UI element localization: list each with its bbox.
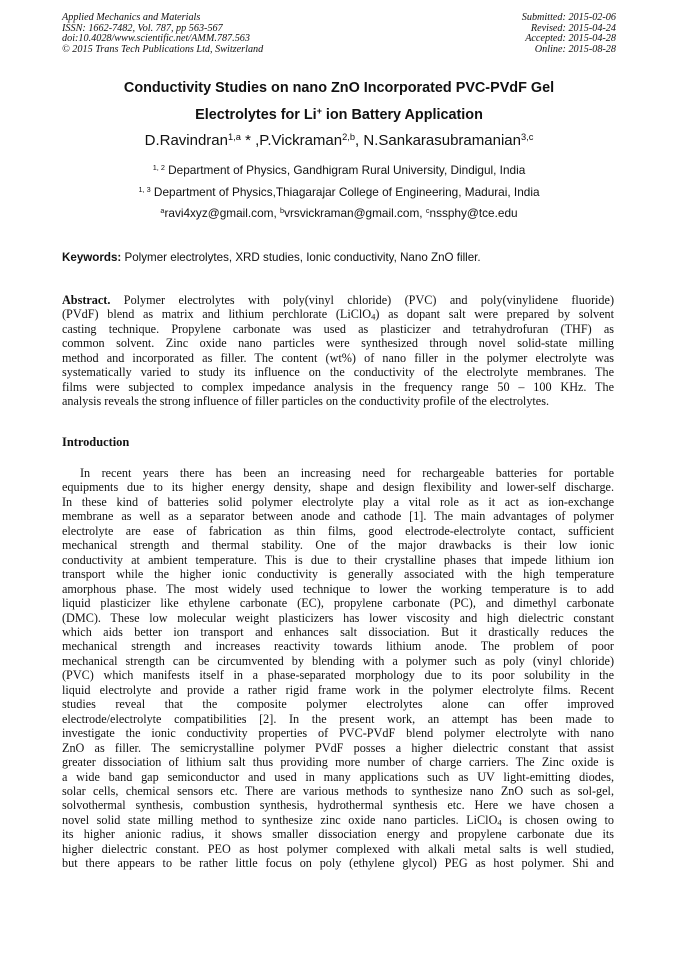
intro-line: transport while the higher ionic conductivity is generally associated with the high temperature [62,567,614,582]
intro-subscript: 4 [497,817,502,828]
abstract-line: method and incorporated as filler. The content (wt%) of nano filler in the polymer electrolyte was [62,350,614,365]
author-2: ,P.Vickraman [255,132,343,149]
abstract-text: (PVdF) blend as matrix and lithium perchlorate (LiClO [62,307,372,322]
abstract-line: systematically varied to study its influence on the conductivity of the electrolyte membranes. The [62,365,614,380]
intro-text: novel solid state milling method to synthesize zinc oxide nano particles. LiClO [62,812,498,827]
intro-line: amorphous phase. The most widely used technique to lower the working temperature is to add [62,581,614,596]
email-a-marker: a [160,205,165,215]
intro-line: equipments due to its higher energy density, shape and design flexibility and lower-self discharge. [62,480,614,495]
intro-line: a wide band gap semiconductor and used in many applications such as UV light-emitting diodes, [62,769,614,784]
intro-line: investigate the ionic conductivity properties of PVC-PVdF blend polymer electrolyte with nano [62,726,614,741]
keywords-label: Keywords: [62,251,122,264]
revised-date: Revised: 2015-04-24 [530,22,616,34]
affiliation-2-text: Department of Physics,Thiagarajar College of Engineering, Madurai, India [150,185,540,199]
email-c[interactable]: nssphy@tce.edu [429,206,518,220]
intro-line: electrode/electrolyte compatibilities [2]. In the present work, an attempt has been made to [62,711,614,726]
intro-line: electrolyte are ease of fabrication as thin films, good electrode-electrolyte contact, sufficient [62,523,614,538]
section-heading-introduction: Introduction [62,435,130,449]
author-1: D.Ravindran [144,132,228,149]
intro-line: but there appears to be rather little focus on poly (ethylene glycol) PEG as host polymer. Shi and [62,856,614,871]
intro-line: solar cells, chemical sensors etc. There are various methods to synthesize nano ZnO such as sol-gel, [62,783,614,798]
intro-line: studies reveal that the composite polymer electrolytes alone can offer improved [62,697,614,712]
journal-name: Applied Mechanics and Materials [62,12,201,23]
intro-text: is chosen owing to [501,812,614,827]
intro-line: liquid electrolyte and provide a rather rigid frame work in the polymer electrolyte films. Recent [62,682,614,697]
intro-line: higher dielectric constant. PEO as host polymer complexed with alkali metal salts is well studied, [62,841,614,856]
abstract-text: Polymer electrolytes with poly(vinyl chloride) (PVC) and poly(vinylidene fluoride) [110,293,614,307]
abstract-subscript: 4 [371,312,376,323]
affiliation-2-marker: 1, 3 [138,184,151,194]
intro-line: ZnO as filler. The semicrystalline polymer PVdF posses a higher dielectric constant that assist [62,740,614,755]
affiliation-1-marker: 1, 2 [152,162,165,172]
accepted-date: Accepted: 2015-04-28 [525,33,616,45]
intro-line: In recent years there has been an increasing need for rechargeable batteries for portable [80,466,614,480]
author-2-affiliation: 2,b [342,131,356,142]
online-date: Online: 2015-08-28 [534,43,616,55]
keywords-text: Polymer electrolytes, XRD studies, Ionic conductivity, Nano ZnO filler. [121,251,481,264]
paper-title-line-1: Conductivity Studies on nano ZnO Incorporated PVC-PVdF Gel [123,80,555,96]
keywords [62,251,481,264]
issn-line: ISSN: 1662-7482, Vol. 787, pp 563-567 [62,22,223,34]
author-3-affiliation: 3,c [520,131,534,142]
intro-line: which aids better ion transport and enhances salt dissociation. But it drastically reduces the [62,624,614,639]
email-a[interactable]: ravi4xyz@gmail.com, [164,206,281,220]
introduction-body [62,466,614,871]
affiliation-2 [40,185,638,199]
corresponding-mark: * [240,132,256,149]
author-list [40,132,638,149]
title-superscript: + [316,106,322,117]
email-b[interactable]: vrsvickraman@gmail.com, [284,206,426,220]
copyright-line: © 2015 Trans Tech Publications Ltd, Switzerland [62,43,264,55]
intro-line: mechanical strength and increases reactivity towards lithium anode. The problem of poor [62,639,614,654]
intro-line: conductivity at ambient temperature. This is due to their crystalline phases that impede lithium ion [62,552,614,567]
author-emails [40,206,638,220]
abstract-line: films were subjected to complex impedance analysis in the frequency range 50 – 100 KHz. The [62,379,614,394]
submitted-date: Submitted: 2015-02-06 [521,12,616,23]
intro-line: mechanical strength can be circumvented by blending with a polymer such as poly (vinyl chloride) [62,653,614,668]
intro-line: (DMC). These low molecular weight plasticizers has lower viscosity and high dielectric constant [62,610,614,625]
abstract-line: analysis reveals the strong influence of filler particles on the conductivity profile of the electrolytes. [62,394,549,409]
journal-info-header [62,13,263,55]
email-b-marker: b [280,205,285,215]
intro-line: (PVC) which manifests itself in a phase-separated morphology due to its poor solubility in the [62,668,614,683]
abstract-line: casting technique. Propylene carbonate was used as plasticizer and tetrahydrofuran (THF) as [62,321,614,336]
intro-line: In these kind of batteries solid polymer electrolyte play a vital role as it act as ion-exchange [62,494,614,509]
title-text: Electrolytes for Li [195,107,317,123]
doi-line: doi:10.4028/www.scientific.net/AMM.787.563 [62,33,250,45]
abstract-line: common solvent. Zinc oxide nano particles were synthesized through novel solid-state milling [62,336,614,351]
paper-title-line-2 [40,107,638,123]
abstract-text: ) as dopant salt were prepared by solvent [375,307,614,322]
dates-header [522,13,616,55]
abstract-line [62,293,614,307]
abstract-line [62,307,614,321]
author-1-affiliation: 1,a [227,131,241,142]
affiliation-1-text: Department of Physics, Gandhigram Rural University, Dindigul, India [164,163,526,177]
intro-line: solvothermal synthesis, combustion synthesis, hydrothermal synthesis etc. Here we have chosen a [62,798,614,813]
affiliation-1 [40,163,638,177]
abstract-label: Abstract. [62,293,111,307]
intro-line: greater dissociation of lithium salt thus providing more number of charge carriers. The Zinc oxide is [62,755,614,770]
abstract [62,293,614,409]
title-text-end: ion Battery Application [321,107,483,123]
intro-line: membrane as well as a separator between anode and cathode [1]. The main advantages of polymer [62,509,614,524]
email-c-marker: c [425,205,430,215]
intro-line: mechanical strength and thermal stability. One of the major drawbacks is their low ionic [62,538,614,553]
intro-line: liquid plasticizer like ethylene carbonate (EC), propylene carbonate (PC), and dimethyl carbonate [62,596,614,611]
intro-line: its higher anionic radius, it shows smaller dissociation energy and propylene carbonate due its [62,827,614,842]
author-3: , N.Sankarasubramanian [355,132,521,149]
intro-line [62,813,614,827]
